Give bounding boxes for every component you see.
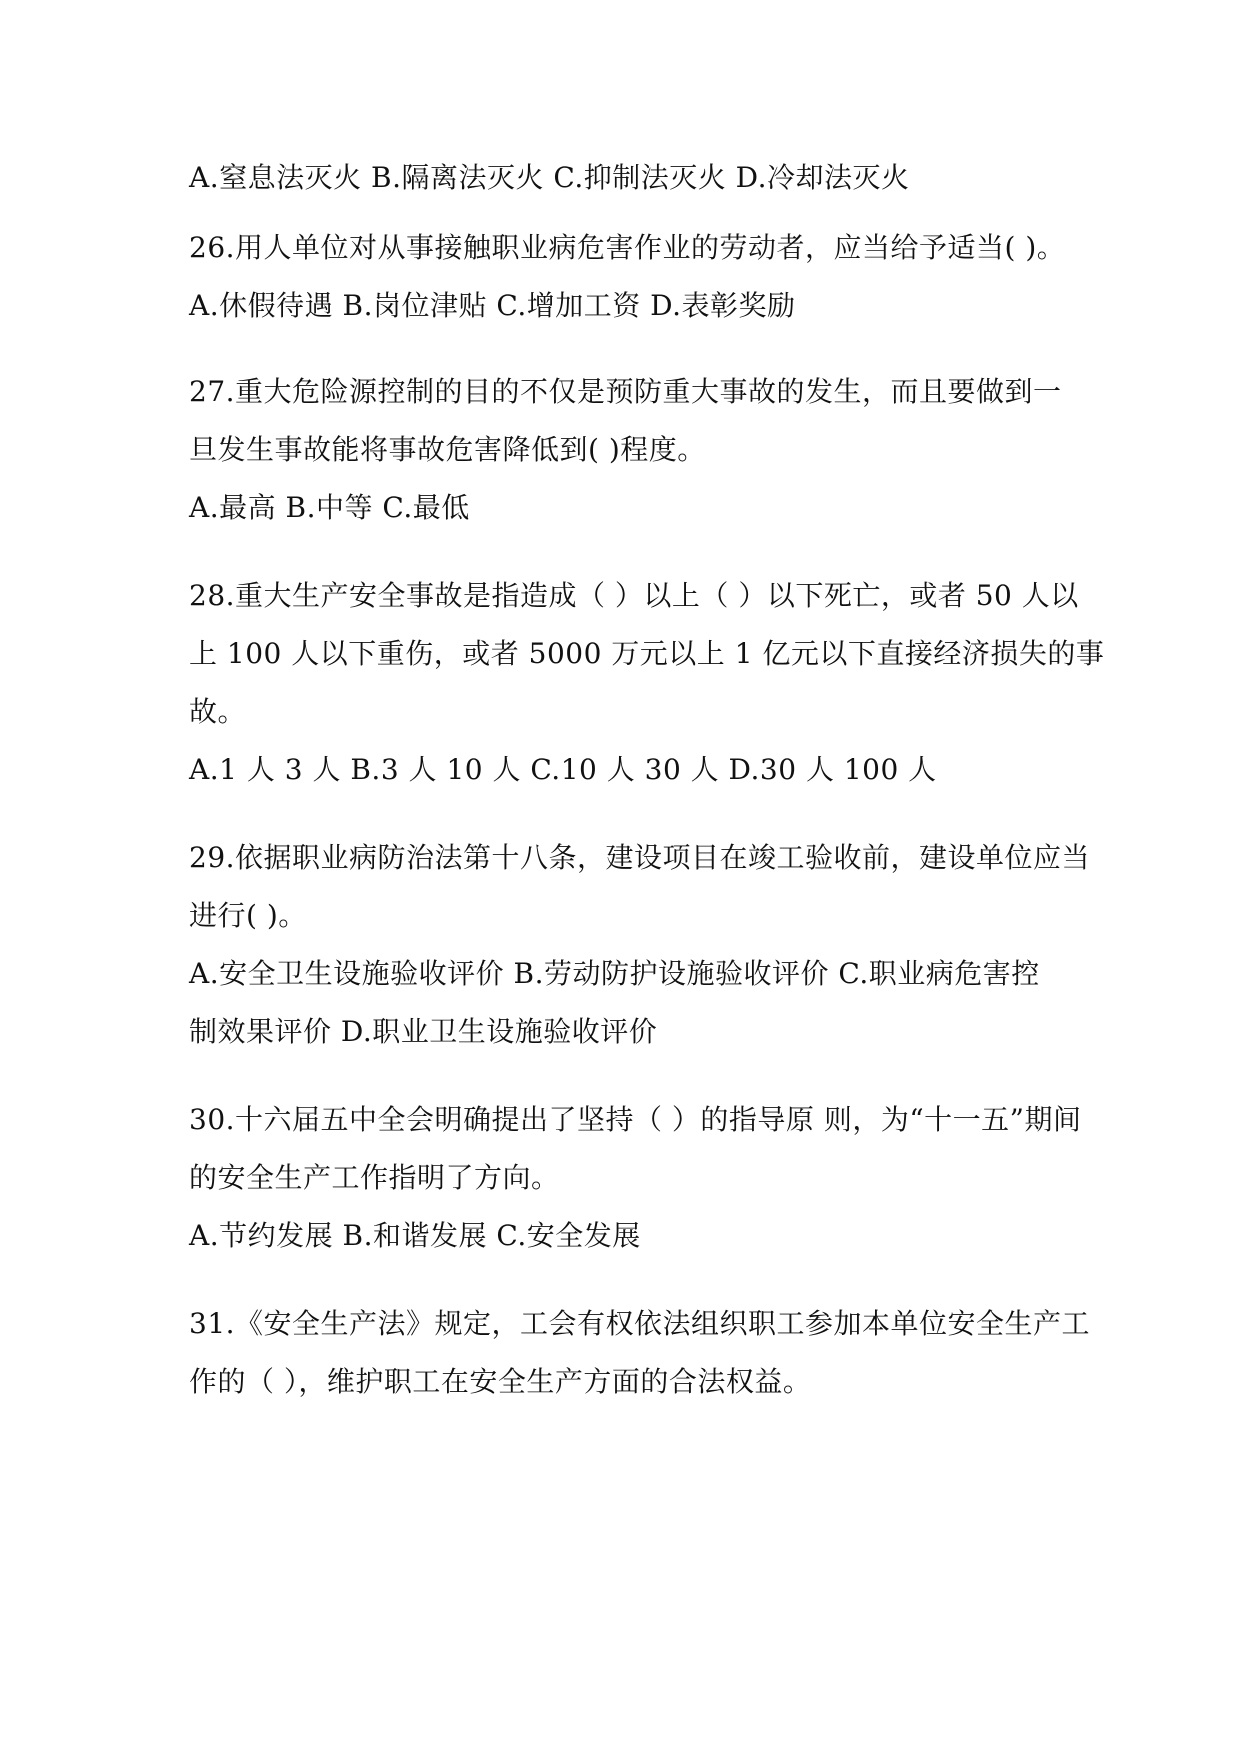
- q30-stem-line-1: 30.十六届五中全会明确提出了坚持（ ）的指导原 则，为“十一五”期间: [189, 1103, 1082, 1136]
- q27-options: A.最高 B.中等 C.最低: [189, 491, 470, 524]
- q25-options: A.窒息法灭火 B.隔离法灭火 C.抑制法灭火 D.冷却法灭火: [189, 161, 910, 194]
- q28-stem-line-2: 上 100 人以下重伤，或者 5000 万元以上 1 亿元以下直接经济损失的事: [189, 637, 1105, 670]
- q29-options-line-2: 制效果评价 D.职业卫生设施验收评价: [189, 1015, 658, 1048]
- q28-stem-line-3: 故。: [189, 695, 247, 728]
- q27-stem-line-2: 旦发生事故能将事故危害降低到( )程度。: [189, 433, 706, 466]
- q26-stem: 26.用人单位对从事接触职业病危害作业的劳动者，应当给予适当( )。: [189, 231, 1066, 264]
- q27-stem-line-1: 27.重大危险源控制的目的不仅是预防重大事故的发生，而且要做到一: [189, 375, 1062, 408]
- q29-stem-line-2: 进行( )。: [189, 899, 307, 932]
- q29-options-line-1: A.安全卫生设施验收评价 B.劳动防护设施验收评价 C.职业病危害控: [189, 957, 1040, 990]
- q28-options: A.1 人 3 人 B.3 人 10 人 C.10 人 30 人 D.30 人 100 人: [189, 753, 937, 786]
- q26-options: A.休假待遇 B.岗位津贴 C.增加工资 D.表彰奖励: [189, 289, 796, 322]
- q31-stem-line-2: 作的（ ），维护职工在安全生产方面的合法权益。: [189, 1365, 812, 1398]
- q31-stem-line-1: 31.《安全生产法》规定，工会有权依法组织职工参加本单位安全生产工: [189, 1307, 1091, 1340]
- q30-options: A.节约发展 B.和谐发展 C.安全发展: [189, 1219, 641, 1252]
- q29-stem-line-1: 29.依据职业病防治法第十八条，建设项目在竣工验收前，建设单位应当: [189, 841, 1091, 874]
- q30-stem-line-2: 的安全生产工作指明了方向。: [189, 1161, 560, 1194]
- q28-stem-line-1: 28.重大生产安全事故是指造成（ ）以上（ ）以下死亡，或者 50 人以: [189, 579, 1079, 612]
